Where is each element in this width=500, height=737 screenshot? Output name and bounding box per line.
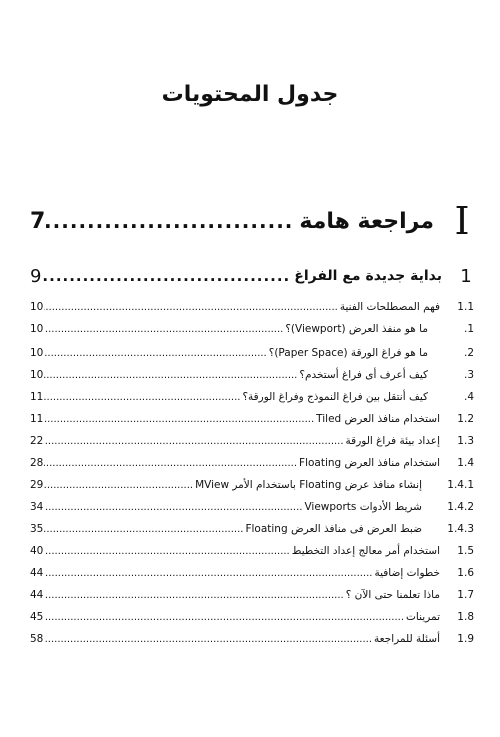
dot-leader — [44, 458, 297, 469]
entry-page-number: 45 — [30, 611, 44, 623]
dot-leader — [41, 267, 290, 285]
entry-number: 1.8 — [457, 611, 474, 623]
entry-page-number: 10 — [30, 323, 44, 335]
toc-entry — [30, 344, 474, 362]
entry-title: إعداد بيئة فراغ الورقة — [345, 435, 440, 447]
chapter-page-number: 9 — [30, 265, 42, 287]
entry-number: 1.2 — [457, 413, 474, 425]
dot-leader — [44, 612, 404, 623]
toc-entry — [30, 366, 474, 384]
entry-title: إنشاء منافذ عرض Floating باستخدام الأمر MView — [195, 479, 422, 491]
entry-page-number: 44 — [30, 589, 44, 601]
entry-title: أسئلة للمراجعة — [374, 633, 440, 645]
entry-number: 1.3 — [457, 435, 474, 447]
chapter-title: بداية جديدة مع الفراغ — [294, 268, 442, 284]
page-title: جدول المحتويات — [161, 82, 339, 107]
entry-number: 3. — [463, 369, 474, 381]
entry-number: 1.7 — [457, 589, 474, 601]
toc-entry — [30, 454, 474, 472]
entry-title: فهم المصطلحات الفنية — [339, 301, 440, 313]
toc-entry — [30, 410, 474, 428]
dot-leader — [44, 590, 344, 601]
entry-title: ما هو منفذ العرض (Viewport)؟ — [285, 323, 428, 335]
entry-title: خطوات إضافية — [374, 567, 440, 579]
entry-number: 1.1 — [457, 301, 474, 313]
entry-title: استخدام أمر معالج إعداد التخطيط — [291, 545, 440, 557]
toc-entry — [30, 432, 474, 450]
dot-leader — [45, 209, 293, 233]
entry-page-number: 22 — [30, 435, 44, 447]
dot-leader — [44, 302, 338, 313]
dot-leader — [44, 370, 297, 381]
part-number: I — [454, 199, 470, 243]
dot-leader — [44, 324, 283, 335]
entry-number: 1.4.2 — [447, 501, 474, 513]
toc-entry — [30, 542, 474, 560]
toc-entry — [30, 586, 474, 604]
entry-title: استخدام منافذ العرض Tiled — [316, 413, 440, 425]
dot-leader — [44, 524, 243, 535]
toc-entry — [30, 498, 474, 516]
toc-entry — [30, 608, 474, 626]
entry-title: ما هو فراغ الورقة (Paper Space)؟ — [268, 347, 428, 359]
part-page-number: 7 — [30, 208, 46, 234]
entry-page-number: 40 — [30, 545, 44, 557]
entry-page-number: 11 — [30, 391, 44, 403]
entry-number: 2. — [463, 347, 474, 359]
toc-entry — [30, 298, 474, 316]
dot-leader — [44, 634, 372, 645]
entry-page-number: 10 — [30, 369, 44, 381]
entry-title: استخدام منافذ العرض Floating — [299, 457, 440, 469]
entry-page-number: 11 — [30, 413, 44, 425]
entry-number: 4. — [463, 391, 474, 403]
dot-leader — [44, 546, 290, 557]
entry-title: شريط الأدوات Viewports — [304, 501, 422, 513]
toc-entry — [30, 520, 474, 538]
dot-leader — [44, 414, 314, 425]
entry-title: كيف أنتقل بين فراغ النموذج وفراغ الورقة؟ — [242, 391, 428, 403]
entry-page-number: 29 — [30, 479, 44, 491]
entry-page-number: 10 — [30, 301, 44, 313]
entry-number: 1.6 — [457, 567, 474, 579]
dot-leader — [44, 436, 344, 447]
part-title: مراجعة هامة — [299, 208, 434, 234]
entry-number: 1. — [463, 323, 474, 335]
entry-title: ماذا تعلمنا حتى الآن ؟ — [345, 589, 440, 601]
entry-number: 1.4.3 — [447, 523, 474, 535]
entry-number: 1.4 — [457, 457, 474, 469]
entry-page-number: 28 — [30, 457, 44, 469]
entry-title: كيف أعرف أى فراغ أستخدم؟ — [299, 369, 428, 381]
entry-page-number: 10 — [30, 347, 44, 359]
entry-page-number: 35 — [30, 523, 44, 535]
entry-title: ضبط العرض فى منافذ العرض Floating — [245, 523, 422, 535]
entry-page-number: 44 — [30, 567, 44, 579]
toc-entry — [30, 476, 474, 494]
toc-entry — [30, 320, 474, 338]
entry-number: 1.9 — [457, 633, 474, 645]
toc-entry — [30, 564, 474, 582]
dot-leader — [44, 568, 372, 579]
dot-leader — [44, 502, 302, 513]
dot-leader — [44, 480, 193, 491]
dot-leader — [44, 392, 240, 403]
entry-page-number: 34 — [30, 501, 44, 513]
chapter-number: 1 — [460, 265, 472, 287]
entry-page-number: 58 — [30, 633, 44, 645]
entry-title: تمرينات — [406, 611, 440, 623]
entry-number: 1.5 — [457, 545, 474, 557]
toc-entry — [30, 630, 474, 648]
dot-leader — [44, 348, 267, 359]
toc-part-row — [30, 200, 480, 242]
entry-number: 1.4.1 — [447, 479, 474, 491]
toc-entry — [30, 388, 474, 406]
toc-chapter-row — [30, 262, 478, 290]
